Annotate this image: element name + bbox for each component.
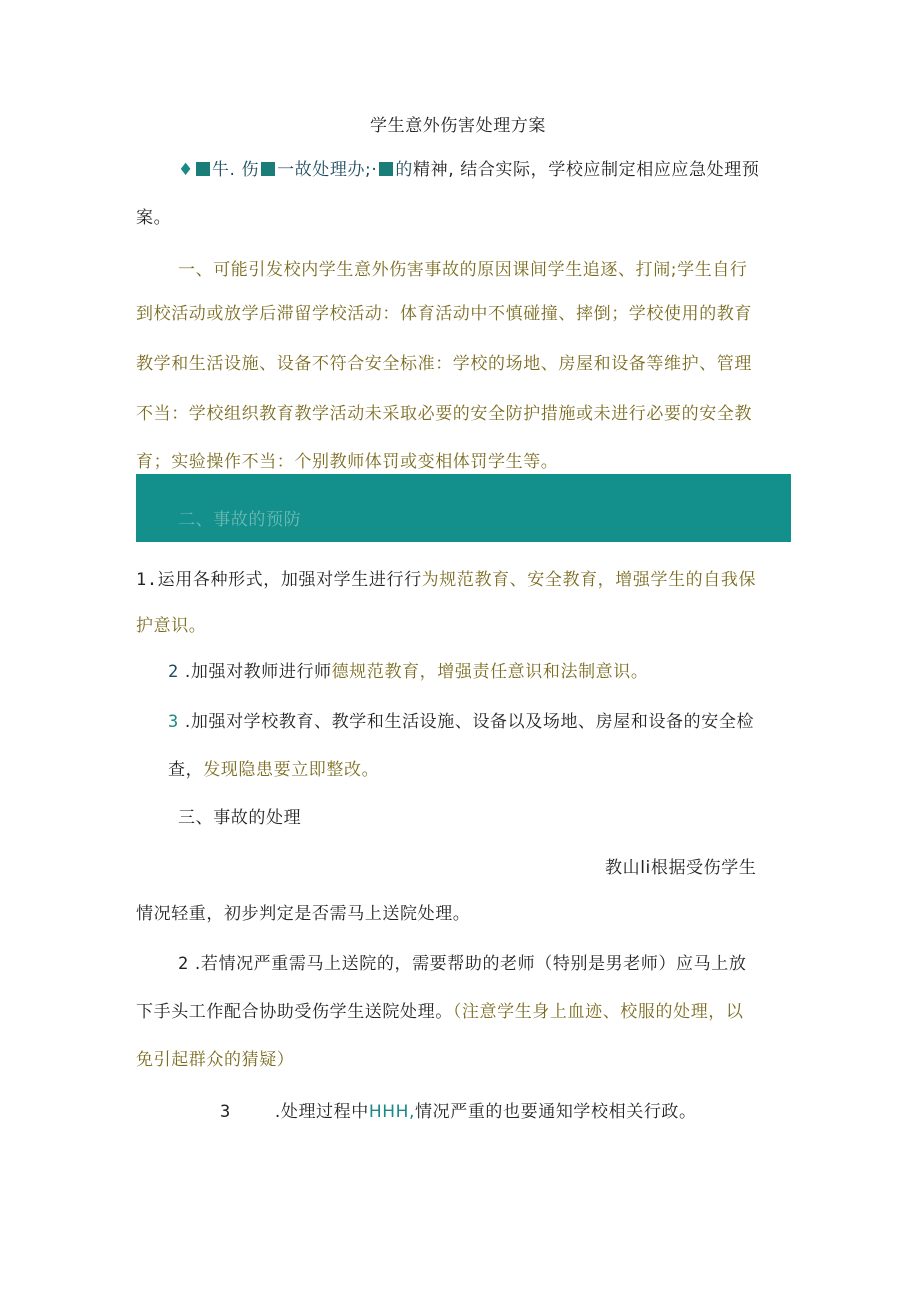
section3-item2-part-a: 下手头工作配合协助受伤学生送院处理。 <box>136 1002 453 1022</box>
section1-line-2: 到校活动或放学后滞留学校活动：体育活动中不慎碰撞、摔倒；学校使用的教育 <box>136 304 752 324</box>
section1-line-3: 教学和生活设施、设备不符合安全标准：学校的场地、房屋和设备等维护、管理 <box>136 354 752 374</box>
diamond-icon: ♦ <box>178 160 194 180</box>
section3-heading: 三、事故的处理 <box>178 808 302 828</box>
section2-item3-line-1 <box>168 710 754 734</box>
section2-item2-part-a: .加强对教师进行师 <box>184 662 332 682</box>
section3-item3-part-c: 情况严重的也要通知学校相关行政。 <box>415 1102 697 1122</box>
section1-line-4: 不当：学校组织教育教学活动未采取必要的安全防护措施或未进行必要的安全教 <box>136 404 752 424</box>
section2-heading: 二、事故的预防 <box>178 510 302 530</box>
section2-item3-line-2 <box>168 758 379 782</box>
section2-item3-part-a: 查， <box>168 760 204 780</box>
intro-line-2: 案。 <box>136 208 172 228</box>
section2-item2-part-b: 德规范教育，增强责任意识和法制意识。 <box>331 662 649 682</box>
garbled-square-icon <box>261 162 275 176</box>
section2-item1-line-1 <box>136 568 756 592</box>
section3-item2-line-3: 免引起群众的猜疑） <box>136 1050 295 1070</box>
section3-item3-part-b: HHH, <box>368 1102 416 1122</box>
section3-item3 <box>220 1100 697 1124</box>
section2-item1-part-a: 运用各种形式，加强对学生进行行 <box>157 570 422 590</box>
page-title: 学生意外伤害处理方案 <box>370 116 546 136</box>
item-number: 2 <box>168 662 179 682</box>
section2-item1-line-2: 护意识。 <box>136 616 207 636</box>
section3-item2-line-1 <box>178 952 746 976</box>
section3-item2-text: .若情况严重需马上送院的，需要帮助的老师（特别是男老师）应马上放 <box>194 954 747 974</box>
section3-item2-line-2 <box>136 1000 744 1024</box>
item-number: 2 <box>178 954 189 974</box>
section3-item2-part-b: （注意学生身上血迹、校服的处理，以 <box>452 1002 744 1022</box>
section2-item3-part-b: 发现隐患要立即整改。 <box>203 760 380 780</box>
section2-item1-part-b: 为规范教育、安全教育，增强学生的自我保 <box>421 570 757 590</box>
section3-item1-line-2: 情况轻重，初步判定是否需马上送院处理。 <box>136 904 471 924</box>
section1-line-1: 一、可能引发校内学生意外伤害事故的原因课间学生追逐、打闹;学生自行 <box>178 260 748 280</box>
item-number: 3 <box>220 1102 231 1122</box>
section3-item1-fragment: 教山li根据受伤学生 <box>605 858 757 878</box>
intro-text: 精神, 结合实际，学校应制定相应应急处理预 <box>413 160 760 180</box>
intro-line-1 <box>178 158 759 182</box>
intro-garbled-a: 牛. 伤 <box>211 160 260 180</box>
garbled-square-icon <box>379 162 393 176</box>
item-number: 1. <box>136 570 158 590</box>
intro-garbled-c: 的 <box>395 160 414 180</box>
section2-item2 <box>168 660 648 684</box>
item-number: 3 <box>168 712 179 732</box>
section2-item3-text: .加强对学校教育、教学和生活设施、设备以及场地、房屋和设备的安全检 <box>184 712 755 732</box>
section3-item3-part-a: .处理过程中 <box>274 1102 369 1122</box>
intro-garbled-b: 一故处理办;· <box>277 160 378 180</box>
section1-line-5: 育；实验操作不当：个别教师体罚或变相体罚学生等。 <box>136 452 559 472</box>
garbled-square-icon <box>196 162 210 176</box>
